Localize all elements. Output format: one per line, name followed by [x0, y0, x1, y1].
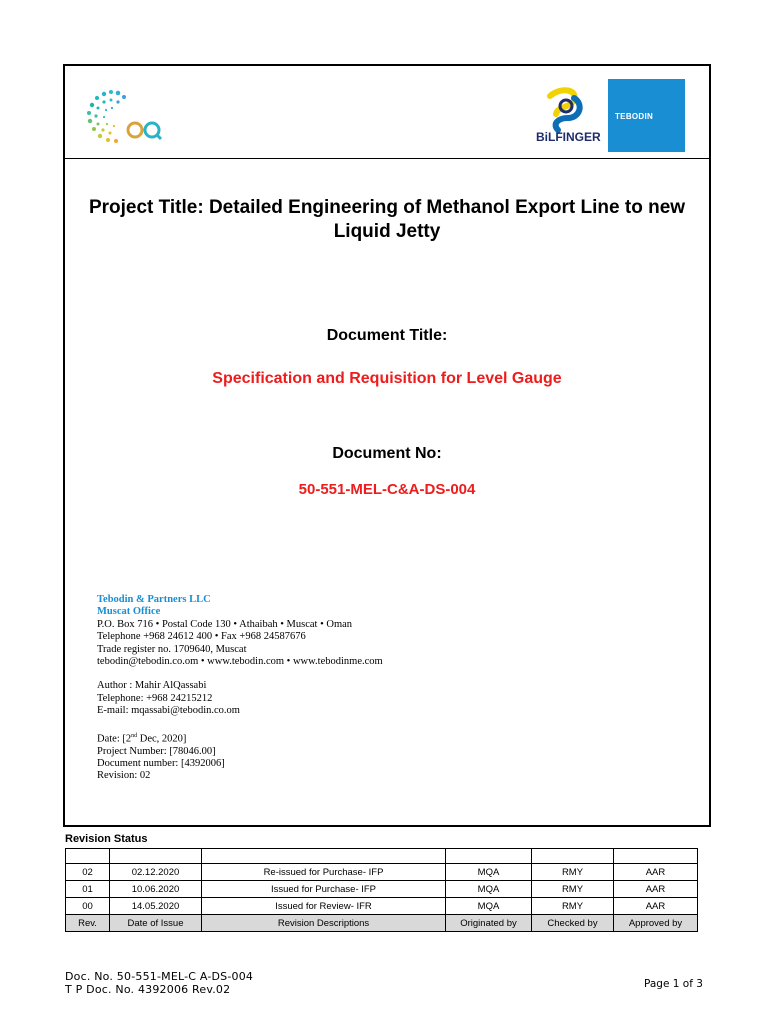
author-name: Author : Mahir AlQassabi — [97, 680, 207, 692]
bilfinger-wordmark: BiLFINGER — [536, 130, 601, 144]
document-no-label: Document No: — [332, 445, 442, 462]
footer-doc-numbers — [65, 970, 253, 996]
tebodin-logo — [608, 79, 685, 152]
company-info — [97, 594, 383, 783]
document-no: 50-551-MEL-C&A-DS-004 — [298, 481, 476, 498]
revision-number: Revision: 02 — [97, 770, 151, 782]
company-office: Muscat Office — [97, 606, 161, 618]
oq-letter-o — [128, 123, 142, 137]
table-row: 00 14.05.2020 Issued for Review- IFR MQA RMY AAR — [66, 898, 698, 915]
author-email: E-mail: mqassabi@tebodin.co.om — [97, 705, 240, 717]
table-row-empty — [66, 849, 698, 864]
header-divider — [63, 158, 711, 159]
company-trade-register: Trade register no. 1709640, Muscat — [97, 643, 247, 655]
company-phone-fax: Telephone +968 24612 400 • Fax +968 24587676 — [97, 631, 306, 643]
footer-tp-doc-no: T P Doc. No. 4392006 Rev.02 — [65, 983, 231, 996]
project-number: Project Number: [78046.00] — [97, 745, 216, 757]
table-row: 01 10.06.2020 Issued for Purchase- IFP MQA RMY AAR — [66, 881, 698, 898]
tebodin-label: TEBODIN — [615, 112, 654, 121]
table-header-row: Rev. Date of Issue Revision Descriptions Originated by Checked by Approved by — [66, 915, 698, 932]
revision-table — [65, 848, 698, 932]
oq-dot-ring — [87, 90, 126, 143]
footer-doc-no: Doc. No. 50-551-MEL-C A-DS-004 — [65, 970, 254, 983]
document-number: Document number: [4392006] — [97, 757, 225, 769]
document-title: Specification and Requisition for Level Gauge — [212, 370, 562, 387]
document-title-label: Document Title: — [326, 327, 448, 344]
document-date: Date: [2nd Dec, 2020] — [97, 732, 187, 745]
author-telephone: Telephone: +968 24215212 — [97, 692, 213, 704]
company-address: P.O. Box 716 • Postal Code 130 • Athaibah • Muscat • Oman — [97, 618, 353, 630]
project-title: Project Title: Detailed Engineering of Methanol Export Line to new Liquid Jetty — [88, 197, 686, 242]
revision-status-label: Revision Status — [65, 833, 148, 845]
page-number: Page 1 of 3 — [644, 978, 703, 990]
bilfinger-mark — [550, 90, 580, 130]
company-contacts: tebodin@tebodin.co.om • www.tebodin.com • www.tebodinme.com — [97, 656, 383, 668]
table-row: 02 02.12.2020 Re-issued for Purchase- IFP MQA RMY AAR — [66, 864, 698, 881]
oq-logo — [84, 86, 194, 150]
bilfinger-logo — [528, 84, 608, 148]
company-name: Tebodin & Partners LLC — [97, 594, 211, 605]
